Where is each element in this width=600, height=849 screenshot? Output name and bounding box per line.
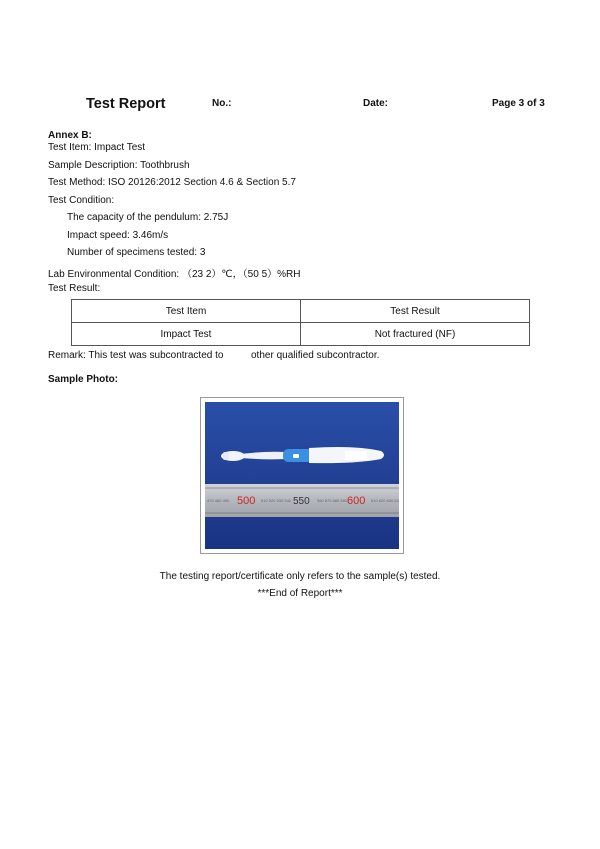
svg-text:510 520 530 540: 510 520 530 540 <box>261 498 292 503</box>
svg-text:610 620 630 64: 610 620 630 64 <box>371 498 399 503</box>
ruler-label: 500 <box>237 495 256 507</box>
condition-specimens: Number of specimens tested: 3 <box>67 247 206 258</box>
sample-description-line: Sample Description: Toothbrush <box>48 160 190 171</box>
sample-photo-label: Sample Photo: <box>48 374 119 385</box>
table-cell: Not fractured (NF) <box>301 323 530 346</box>
remark-text: Remark: This test was subcontracted to <box>48 350 224 361</box>
report-number-label: No.: <box>212 98 232 109</box>
table-row <box>72 323 530 346</box>
table-header-cell: Test Item <box>72 300 301 323</box>
test-method-line: Test Method: ISO 20126:2012 Section 4.6 & Section 5.7 <box>48 177 296 188</box>
ruler-label: 600 <box>347 495 366 507</box>
test-condition-heading: Test Condition: <box>48 195 115 206</box>
test-item-line: Test Item: Impact Test <box>48 142 146 153</box>
svg-text:560 570 580 590: 560 570 580 590 <box>317 498 348 503</box>
report-title: Test Report <box>86 96 166 112</box>
end-of-report: ***End of Report*** <box>257 588 343 599</box>
table-header-cell: Test Result <box>301 300 530 323</box>
annex-heading: Annex B: <box>48 130 92 141</box>
svg-text:470 480 490: 470 480 490 <box>207 498 230 503</box>
table-cell: Impact Test <box>72 323 301 346</box>
test-result-heading: Test Result: <box>48 283 101 294</box>
test-result-table <box>71 299 530 346</box>
table-header-row <box>72 300 530 323</box>
condition-pendulum: The capacity of the pendulum: 2.75J <box>67 212 229 223</box>
sample-photo <box>200 397 404 554</box>
lab-condition-line: Lab Environmental Condition: （23 2）℃，（50 5）%RH <box>48 269 301 280</box>
report-scope-note: The testing report/certificate only refers to the sample(s) tested. <box>159 571 441 582</box>
remark-text-continued: other qualified subcontractor. <box>251 350 380 361</box>
toothbrush-photo <box>205 402 399 549</box>
page-indicator: Page 3 of 3 <box>492 98 545 109</box>
condition-impact-speed: Impact speed: 3.46m/s <box>67 230 169 241</box>
ruler-label: 550 <box>293 496 310 507</box>
date-label: Date: <box>363 98 389 109</box>
